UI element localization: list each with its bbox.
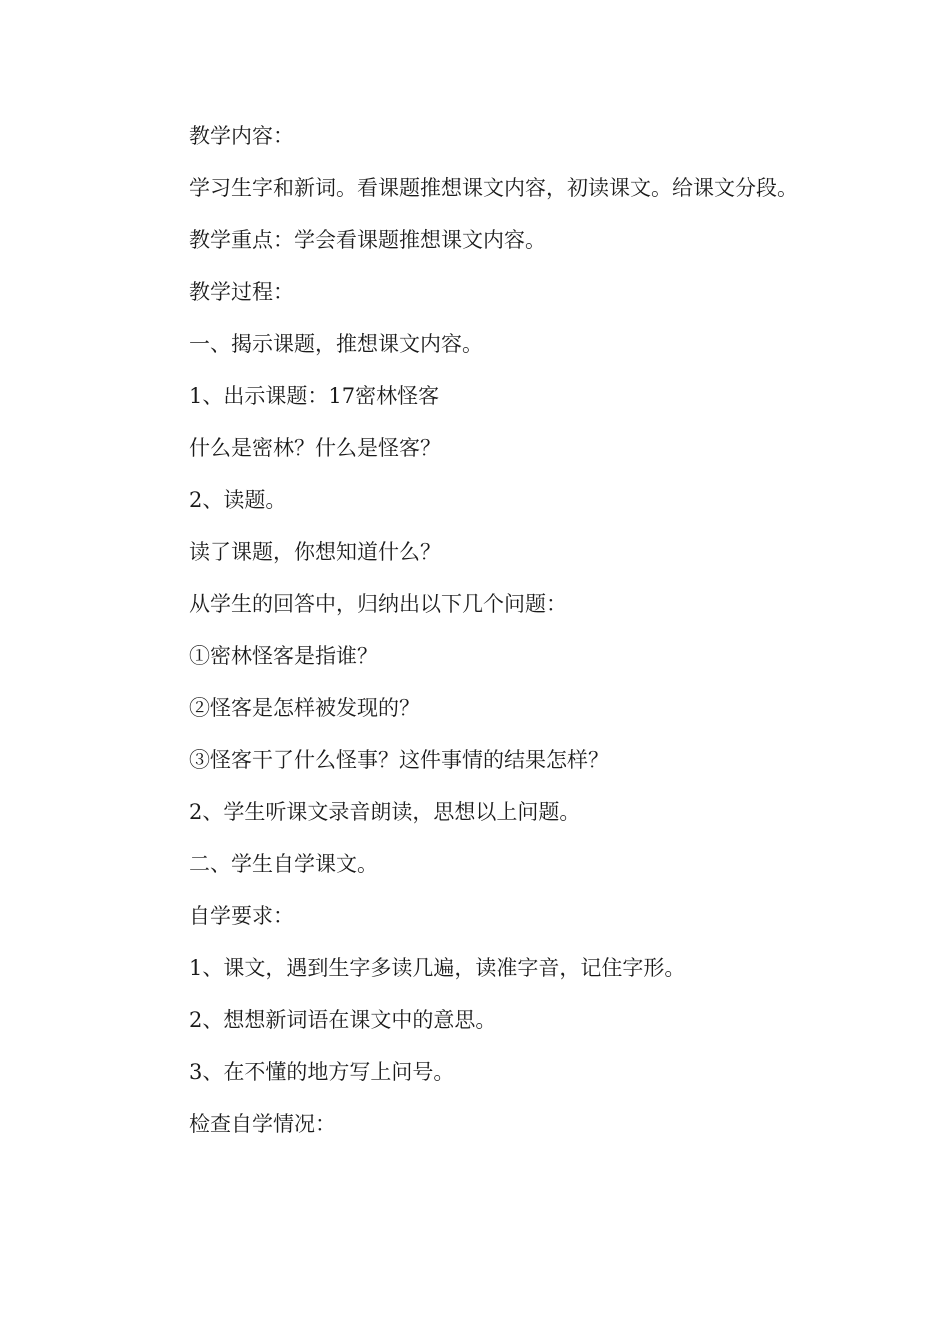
list-item: 1、课文，遇到生字多读几遍，读准字音，记住字形。 [189,956,686,980]
section-two-title: 二、学生自学课文。 [189,852,378,876]
list-item: 3、在不懂的地方写上问号。 [189,1060,455,1084]
step-read-title: 2、读题。 [189,488,287,512]
check-heading: 检查自学情况： [189,1112,336,1136]
summary-text: 从学生的回答中，归纳出以下几个问题： [189,592,567,616]
list-item: ②怪客是怎样被发现的？ [189,696,420,720]
list-item: 2、想想新词语在课文中的意思。 [189,1008,497,1032]
step-listen: 2、学生听课文录音朗读，思想以上问题。 [189,800,581,824]
section-one-title: 一、揭示课题，推想课文内容。 [189,332,483,356]
heading-teaching-process: 教学过程： [189,280,294,304]
heading-teaching-content: 教学内容： [189,124,294,148]
self-study-heading: 自学要求： [189,904,294,928]
list-item: ①密林怪客是指谁？ [189,644,378,668]
step-show-title: 1、出示课题：17密林怪客 [189,384,440,408]
question-text: 什么是密林？什么是怪客？ [189,436,441,460]
teaching-focus: 教学重点：学会看课题推想课文内容。 [189,228,546,252]
teaching-content-text: 学习生字和新词。看课题推想课文内容，初读课文。给课文分段。 [189,176,798,200]
list-item: ③怪客干了什么怪事？这件事情的结果怎样？ [189,748,609,772]
document-body [145,110,805,1150]
question-text: 读了课题，你想知道什么？ [189,540,441,564]
